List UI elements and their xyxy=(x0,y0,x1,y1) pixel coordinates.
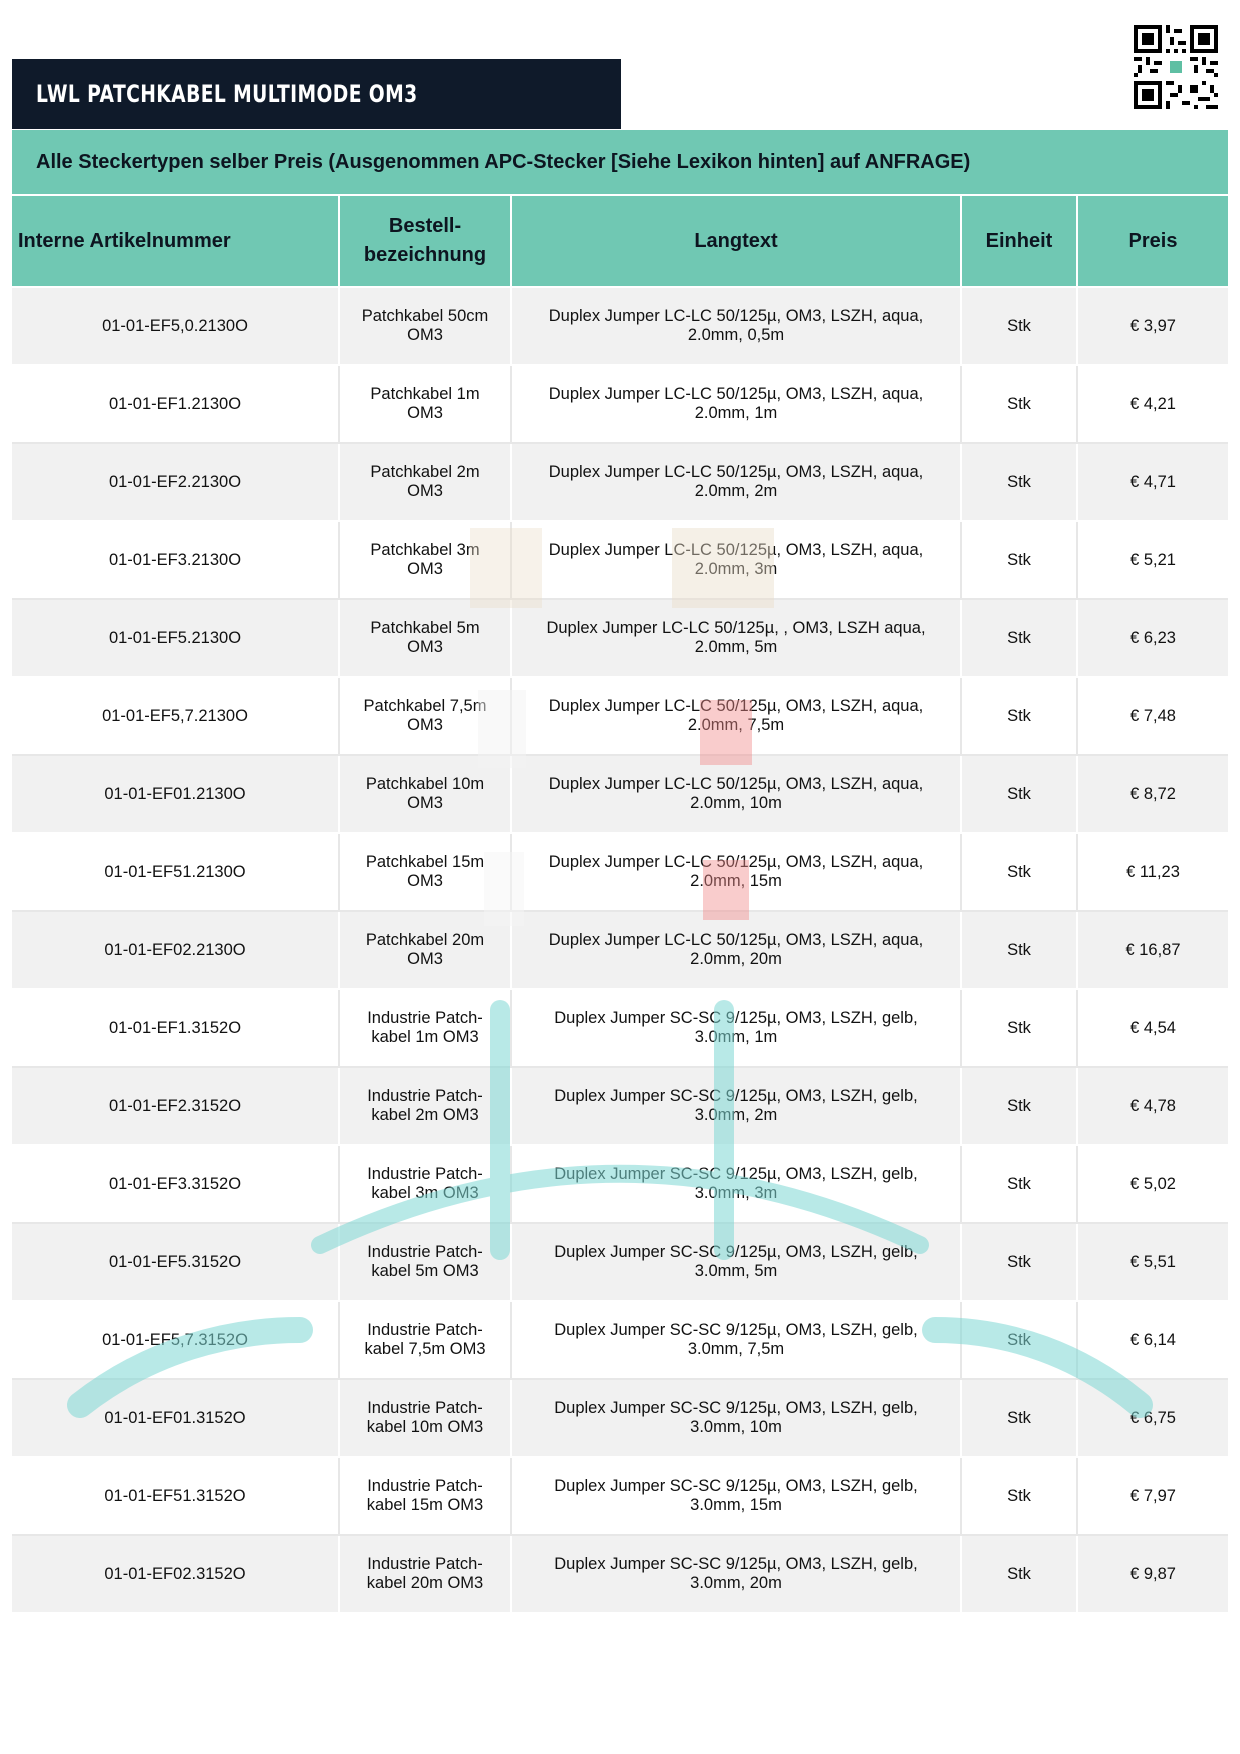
cell-bezeichnung-text: OM3 xyxy=(407,404,443,422)
qr-code-icon xyxy=(1134,25,1218,109)
cell-langtext-text: 2.0mm, 3m xyxy=(694,560,778,578)
cell-preis-text: € 5,51 xyxy=(1130,1252,1176,1271)
cell-preis-text: € 9,87 xyxy=(1130,1564,1176,1583)
cell-einheit xyxy=(962,288,1078,366)
cell-bezeichnung-text: OM3 xyxy=(407,638,443,656)
cell-bezeichnung-text: Patchkabel 1m xyxy=(370,385,480,403)
table-row xyxy=(12,1224,1228,1302)
table-row xyxy=(12,1302,1228,1380)
cell-langtext xyxy=(512,366,962,444)
cell-artikelnummer-text: 01-01-EF5,7.3152O xyxy=(102,1330,248,1349)
banner-text: Alle Steckertypen selber Preis (Ausgenommen APC-Stecker [Siehe Lexikon hinten] auf ANFRAGE) xyxy=(36,150,971,173)
cell-einheit-text: Stk xyxy=(1007,1408,1031,1427)
cell-preis xyxy=(1078,366,1228,444)
cell-bezeichnung-text: kabel 3m OM3 xyxy=(371,1184,479,1202)
cell-artikelnummer-text: 01-01-EF5.2130O xyxy=(108,628,242,647)
cell-preis xyxy=(1078,1068,1228,1146)
price-table xyxy=(12,196,1228,1614)
cell-artikelnummer-text: 01-01-EF1.3152O xyxy=(108,1018,242,1037)
table-header-row xyxy=(12,196,1228,288)
cell-langtext-text: 2.0mm, 0,5m xyxy=(687,326,785,344)
cell-preis xyxy=(1078,1302,1228,1380)
cell-bezeichnung xyxy=(340,1458,512,1536)
cell-artikelnummer-text: 01-01-EF3.2130O xyxy=(108,550,242,569)
cell-preis-text: € 4,21 xyxy=(1130,394,1176,413)
page-title-bar xyxy=(12,59,621,129)
cell-langtext xyxy=(512,444,962,522)
cell-langtext xyxy=(512,600,962,678)
cell-artikelnummer xyxy=(12,912,340,990)
cell-bezeichnung-text: kabel 10m OM3 xyxy=(366,1418,484,1436)
cell-bezeichnung xyxy=(340,600,512,678)
cell-langtext xyxy=(512,912,962,990)
cell-einheit-text: Stk xyxy=(1007,316,1031,335)
cell-langtext-text: 2.0mm, 10m xyxy=(690,794,782,812)
cell-einheit-text: Stk xyxy=(1007,862,1031,881)
cell-preis-text: € 6,14 xyxy=(1130,1330,1176,1349)
cell-artikelnummer xyxy=(12,600,340,678)
cell-einheit xyxy=(962,912,1078,990)
cell-langtext-text: 3.0mm, 3m xyxy=(694,1184,778,1202)
cell-bezeichnung-text: kabel 20m OM3 xyxy=(366,1574,484,1592)
cell-artikelnummer xyxy=(12,366,340,444)
cell-bezeichnung-text: OM3 xyxy=(407,326,443,344)
cell-preis xyxy=(1078,1536,1228,1614)
cell-langtext-text: Duplex Jumper SC-SC 9/125µ, OM3, LSZH, gelb, xyxy=(554,1009,918,1027)
cell-langtext-text: Duplex Jumper LC-LC 50/125µ, OM3, LSZH, aqua, xyxy=(548,853,924,871)
cell-einheit xyxy=(962,444,1078,522)
header-bezeichnung-line2: bezeichnung xyxy=(363,244,487,266)
cell-langtext-text: Duplex Jumper SC-SC 9/125µ, OM3, LSZH, gelb, xyxy=(554,1399,918,1417)
cell-bezeichnung-text: OM3 xyxy=(407,794,443,812)
cell-preis-text: € 4,78 xyxy=(1130,1096,1176,1115)
cell-einheit-text: Stk xyxy=(1007,1330,1031,1349)
cell-preis xyxy=(1078,756,1228,834)
cell-langtext-text: 2.0mm, 1m xyxy=(694,404,778,422)
cell-artikelnummer-text: 01-01-EF51.3152O xyxy=(104,1486,246,1505)
cell-bezeichnung-text: Industrie Patch- xyxy=(367,1321,483,1339)
cell-artikelnummer xyxy=(12,1458,340,1536)
cell-artikelnummer-text: 01-01-EF5,7.2130O xyxy=(102,706,248,725)
cell-langtext-text: Duplex Jumper LC-LC 50/125µ, OM3, LSZH, aqua, xyxy=(548,307,924,325)
table-row xyxy=(12,444,1228,522)
cell-langtext xyxy=(512,1224,962,1302)
cell-langtext-text: Duplex Jumper SC-SC 9/125µ, OM3, LSZH, gelb, xyxy=(554,1477,918,1495)
cell-artikelnummer xyxy=(12,1302,340,1380)
header-langtext: Langtext xyxy=(512,196,962,288)
cell-langtext-text: 2.0mm, 7,5m xyxy=(687,716,785,734)
cell-bezeichnung-text: OM3 xyxy=(407,482,443,500)
cell-einheit-text: Stk xyxy=(1007,1564,1031,1583)
cell-langtext-text: 2.0mm, 20m xyxy=(690,950,782,968)
cell-artikelnummer-text: 01-01-EF01.2130O xyxy=(104,784,246,803)
cell-bezeichnung-text: OM3 xyxy=(407,716,443,734)
cell-langtext-text: Duplex Jumper LC-LC 50/125µ, OM3, LSZH, aqua, xyxy=(548,931,924,949)
cell-bezeichnung xyxy=(340,834,512,912)
cell-preis-text: € 5,21 xyxy=(1130,550,1176,569)
cell-einheit xyxy=(962,600,1078,678)
cell-einheit-text: Stk xyxy=(1007,706,1031,725)
cell-bezeichnung xyxy=(340,912,512,990)
cell-bezeichnung xyxy=(340,366,512,444)
cell-bezeichnung-text: Industrie Patch- xyxy=(367,1087,483,1105)
header-artikelnummer: Interne Artikelnummer xyxy=(12,196,340,288)
table-row xyxy=(12,990,1228,1068)
table-row xyxy=(12,834,1228,912)
cell-einheit-text: Stk xyxy=(1007,1252,1031,1271)
header-preis: Preis xyxy=(1078,196,1228,288)
table-row xyxy=(12,1536,1228,1614)
cell-bezeichnung xyxy=(340,1224,512,1302)
cell-preis-text: € 11,23 xyxy=(1126,862,1180,881)
cell-artikelnummer xyxy=(12,678,340,756)
cell-bezeichnung-text: Patchkabel 50cm xyxy=(361,307,489,325)
table-row xyxy=(12,600,1228,678)
cell-preis xyxy=(1078,1458,1228,1536)
cell-bezeichnung-text: Industrie Patch- xyxy=(367,1009,483,1027)
cell-bezeichnung-text: Industrie Patch- xyxy=(367,1555,483,1573)
cell-langtext xyxy=(512,522,962,600)
cell-artikelnummer-text: 01-01-EF3.3152O xyxy=(108,1174,242,1193)
cell-einheit-text: Stk xyxy=(1007,1174,1031,1193)
table-row xyxy=(12,288,1228,366)
cell-langtext-text: Duplex Jumper SC-SC 9/125µ, OM3, LSZH, gelb, xyxy=(554,1165,918,1183)
cell-langtext xyxy=(512,1068,962,1146)
cell-langtext-text: 3.0mm, 5m xyxy=(694,1262,778,1280)
cell-bezeichnung-text: kabel 5m OM3 xyxy=(371,1262,479,1280)
table-row xyxy=(12,1458,1228,1536)
cell-langtext-text: 3.0mm, 7,5m xyxy=(687,1340,785,1358)
cell-langtext xyxy=(512,834,962,912)
cell-bezeichnung-text: Industrie Patch- xyxy=(367,1243,483,1261)
cell-einheit xyxy=(962,1068,1078,1146)
cell-bezeichnung-text: OM3 xyxy=(407,560,443,578)
cell-langtext-text: Duplex Jumper SC-SC 9/125µ, OM3, LSZH, gelb, xyxy=(554,1087,918,1105)
cell-bezeichnung-text: Patchkabel 10m xyxy=(365,775,485,793)
cell-einheit xyxy=(962,1302,1078,1380)
page-title: LWL PATCHKABEL MULTIMODE OM3 xyxy=(36,80,418,108)
cell-bezeichnung-text: Patchkabel 7,5m xyxy=(363,697,487,715)
cell-langtext xyxy=(512,756,962,834)
cell-artikelnummer xyxy=(12,834,340,912)
cell-artikelnummer xyxy=(12,1380,340,1458)
cell-einheit-text: Stk xyxy=(1007,394,1031,413)
cell-langtext-text: 3.0mm, 10m xyxy=(690,1418,782,1436)
cell-einheit xyxy=(962,522,1078,600)
cell-einheit xyxy=(962,1536,1078,1614)
cell-langtext xyxy=(512,1458,962,1536)
cell-langtext xyxy=(512,678,962,756)
table-row xyxy=(12,366,1228,444)
cell-einheit xyxy=(962,1380,1078,1458)
cell-artikelnummer-text: 01-01-EF2.2130O xyxy=(108,472,242,491)
cell-bezeichnung xyxy=(340,1302,512,1380)
cell-einheit xyxy=(962,834,1078,912)
cell-artikelnummer-text: 01-01-EF5,0.2130O xyxy=(102,316,248,335)
cell-langtext xyxy=(512,1536,962,1614)
cell-preis-text: € 4,71 xyxy=(1130,472,1176,491)
cell-preis xyxy=(1078,600,1228,678)
cell-einheit-text: Stk xyxy=(1007,550,1031,569)
cell-bezeichnung xyxy=(340,1380,512,1458)
cell-einheit xyxy=(962,1458,1078,1536)
cell-langtext-text: Duplex Jumper LC-LC 50/125µ, OM3, LSZH, aqua, xyxy=(548,463,924,481)
cell-bezeichnung-text: Patchkabel 3m xyxy=(370,541,480,559)
cell-artikelnummer xyxy=(12,288,340,366)
cell-bezeichnung-text: kabel 2m OM3 xyxy=(371,1106,479,1124)
cell-langtext-text: Duplex Jumper LC-LC 50/125µ, OM3, LSZH, aqua, xyxy=(548,775,924,793)
cell-langtext-text: 2.0mm, 2m xyxy=(694,482,778,500)
cell-artikelnummer-text: 01-01-EF1.2130O xyxy=(108,394,242,413)
cell-artikelnummer-text: 01-01-EF01.3152O xyxy=(104,1408,246,1427)
cell-langtext-text: Duplex Jumper LC-LC 50/125µ, , OM3, LSZH aqua, xyxy=(546,619,926,637)
cell-preis xyxy=(1078,678,1228,756)
cell-preis-text: € 8,72 xyxy=(1130,784,1176,803)
cell-einheit xyxy=(962,678,1078,756)
cell-bezeichnung xyxy=(340,1068,512,1146)
cell-bezeichnung xyxy=(340,678,512,756)
cell-langtext xyxy=(512,288,962,366)
cell-preis-text: € 7,48 xyxy=(1130,706,1176,725)
info-banner xyxy=(12,130,1228,194)
cell-preis xyxy=(1078,1146,1228,1224)
table-row xyxy=(12,1146,1228,1224)
cell-bezeichnung xyxy=(340,990,512,1068)
table-row xyxy=(12,912,1228,990)
cell-preis xyxy=(1078,1224,1228,1302)
header-einheit: Einheit xyxy=(962,196,1078,288)
cell-einheit-text: Stk xyxy=(1007,1096,1031,1115)
cell-langtext-text: Duplex Jumper SC-SC 9/125µ, OM3, LSZH, gelb, xyxy=(554,1555,918,1573)
cell-bezeichnung-text: OM3 xyxy=(407,872,443,890)
cell-bezeichnung-text: Patchkabel 20m xyxy=(365,931,485,949)
cell-langtext-text: Duplex Jumper SC-SC 9/125µ, OM3, LSZH, gelb, xyxy=(554,1243,918,1261)
cell-preis xyxy=(1078,1380,1228,1458)
cell-einheit xyxy=(962,756,1078,834)
cell-langtext-text: 2.0mm, 15m xyxy=(690,872,782,890)
cell-bezeichnung xyxy=(340,1536,512,1614)
table-row xyxy=(12,756,1228,834)
cell-bezeichnung-text: Patchkabel 5m xyxy=(370,619,480,637)
cell-preis-text: € 4,54 xyxy=(1130,1018,1176,1037)
cell-artikelnummer xyxy=(12,1068,340,1146)
cell-bezeichnung-text: OM3 xyxy=(407,950,443,968)
cell-artikelnummer-text: 01-01-EF2.3152O xyxy=(108,1096,242,1115)
table-row xyxy=(12,678,1228,756)
cell-artikelnummer xyxy=(12,756,340,834)
cell-bezeichnung-text: kabel 7,5m OM3 xyxy=(364,1340,486,1358)
cell-einheit-text: Stk xyxy=(1007,784,1031,803)
cell-artikelnummer xyxy=(12,1146,340,1224)
cell-artikelnummer xyxy=(12,990,340,1068)
cell-artikelnummer xyxy=(12,444,340,522)
cell-langtext-text: Duplex Jumper SC-SC 9/125µ, OM3, LSZH, gelb, xyxy=(554,1321,918,1339)
cell-preis xyxy=(1078,288,1228,366)
cell-langtext-text: Duplex Jumper LC-LC 50/125µ, OM3, LSZH, aqua, xyxy=(548,385,924,403)
table-body xyxy=(12,288,1228,1614)
cell-artikelnummer-text: 01-01-EF51.2130O xyxy=(104,862,246,881)
cell-artikelnummer xyxy=(12,1536,340,1614)
cell-preis xyxy=(1078,912,1228,990)
cell-einheit xyxy=(962,990,1078,1068)
cell-bezeichnung xyxy=(340,288,512,366)
cell-bezeichnung-text: Industrie Patch- xyxy=(367,1399,483,1417)
cell-einheit-text: Stk xyxy=(1007,1486,1031,1505)
cell-langtext-text: 3.0mm, 2m xyxy=(694,1106,778,1124)
cell-einheit-text: Stk xyxy=(1007,1018,1031,1037)
cell-einheit xyxy=(962,366,1078,444)
cell-preis xyxy=(1078,522,1228,600)
cell-artikelnummer xyxy=(12,1224,340,1302)
cell-langtext-text: 2.0mm, 5m xyxy=(694,638,778,656)
cell-langtext xyxy=(512,1146,962,1224)
table-row xyxy=(12,522,1228,600)
cell-langtext xyxy=(512,990,962,1068)
cell-bezeichnung xyxy=(340,444,512,522)
cell-preis-text: € 3,97 xyxy=(1130,316,1176,335)
cell-langtext-text: 3.0mm, 20m xyxy=(690,1574,782,1592)
cell-bezeichnung xyxy=(340,522,512,600)
cell-artikelnummer xyxy=(12,522,340,600)
cell-artikelnummer-text: 01-01-EF02.2130O xyxy=(104,940,246,959)
cell-artikelnummer-text: 01-01-EF5.3152O xyxy=(108,1252,242,1271)
cell-bezeichnung-text: kabel 15m OM3 xyxy=(366,1496,484,1514)
cell-einheit xyxy=(962,1146,1078,1224)
cell-einheit-text: Stk xyxy=(1007,940,1031,959)
cell-langtext xyxy=(512,1380,962,1458)
cell-preis-text: € 6,23 xyxy=(1130,628,1176,647)
cell-bezeichnung-text: Patchkabel 15m xyxy=(365,853,485,871)
cell-langtext xyxy=(512,1302,962,1380)
header-bezeichnung-line1: Bestell- xyxy=(388,215,462,237)
cell-preis-text: € 16,87 xyxy=(1125,940,1181,959)
cell-bezeichnung-text: Industrie Patch- xyxy=(367,1477,483,1495)
cell-preis xyxy=(1078,444,1228,522)
cell-bezeichnung xyxy=(340,756,512,834)
cell-langtext-text: Duplex Jumper LC-LC 50/125µ, OM3, LSZH, aqua, xyxy=(548,541,924,559)
cell-preis-text: € 5,02 xyxy=(1130,1174,1176,1193)
cell-preis xyxy=(1078,834,1228,912)
cell-langtext-text: 3.0mm, 1m xyxy=(694,1028,778,1046)
cell-preis-text: € 7,97 xyxy=(1130,1486,1176,1505)
table-row xyxy=(12,1068,1228,1146)
cell-langtext-text: Duplex Jumper LC-LC 50/125µ, OM3, LSZH, aqua, xyxy=(548,697,924,715)
cell-langtext-text: 3.0mm, 15m xyxy=(690,1496,782,1514)
cell-bezeichnung xyxy=(340,1146,512,1224)
cell-bezeichnung-text: kabel 1m OM3 xyxy=(371,1028,479,1046)
cell-preis xyxy=(1078,990,1228,1068)
cell-preis-text: € 6,75 xyxy=(1130,1408,1176,1427)
table-row xyxy=(12,1380,1228,1458)
cell-bezeichnung-text: Industrie Patch- xyxy=(367,1165,483,1183)
header-bezeichnung xyxy=(340,196,512,288)
cell-bezeichnung-text: Patchkabel 2m xyxy=(370,463,480,481)
cell-einheit-text: Stk xyxy=(1007,628,1031,647)
cell-einheit-text: Stk xyxy=(1007,472,1031,491)
cell-einheit xyxy=(962,1224,1078,1302)
cell-artikelnummer-text: 01-01-EF02.3152O xyxy=(104,1564,246,1583)
